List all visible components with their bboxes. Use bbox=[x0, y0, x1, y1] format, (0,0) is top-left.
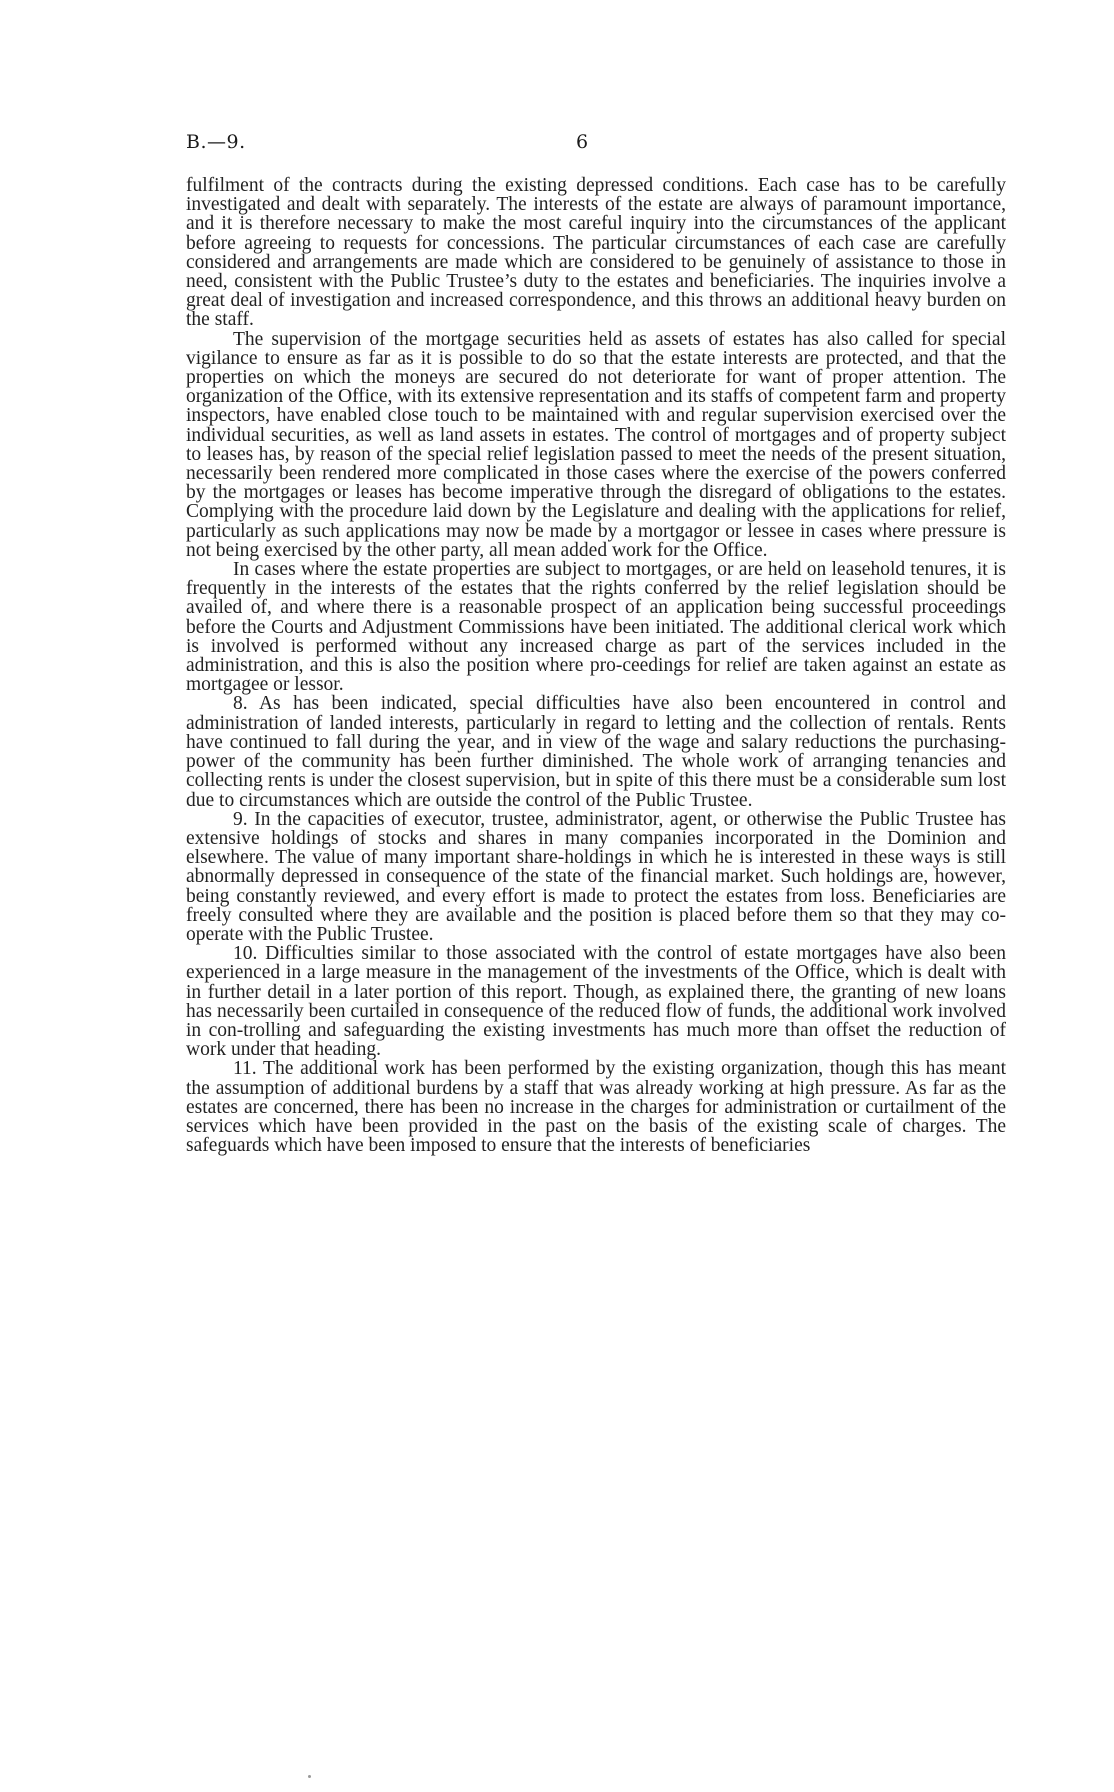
paragraph-section-11: 11. The additional work has been performed by the existing organization, though this has meant the assumption of additional burdens by a staff that was already working at high pressure. As far as the estates are concerned, there has been no increase in the charges for administration or curtailment of the services which have been provided in the past on the basis of the existing scale of charges. The safeguards which have been imposed to ensure that the interests of beneficiaries bbox=[186, 1058, 1006, 1157]
page-header bbox=[186, 131, 1006, 157]
paragraph-section-8: 8. As has been indicated, special difficulties have also been encountered in control and administration of landed interests, particularly in regard to letting and the collection of rentals. Rents have continued to fall during the year, and in view of the wage and salary reductions the purchasing-power of the community has been further diminished. The whole work of arranging tenancies and collecting rents is under the closest supervision, but in spite of this there must be a considerable sum lost due to circumstances which are outside the control of the Public Trustee. bbox=[186, 693, 1006, 811]
scan-mark bbox=[308, 1775, 311, 1778]
paragraph-mortgage-supervision: The supervision of the mortgage securities held as assets of estates has also called for special vigilance to ensure as far as it is possible to do so that the estate interests are protected, and that the properties on which the moneys are secured do not deteriorate for want of proper attention. The organization of the Office, with its extensive representation and its staffs of competent farm and property inspectors, have enabled close touch to be maintained with and regular supervision exercised over the individual securities, as well as land assets in estates. The control of mortgages and of property subject to leases has, by reason of the special relief legislation passed to meet the needs of the present situation, necessarily been rendered more complicated in those cases where the exercise of the powers conferred by the mortgages or leases has become imperative through the disregard of obligations to the estates. Complying with the procedure laid down by the Legislature and dealing with the applications for relief, particularly as such applications may now be made by a mortgagor or lessee in cases where pressure is not being exercised by the other party, all mean added work for the Office. bbox=[186, 328, 1006, 561]
page-number: 6 bbox=[576, 131, 589, 153]
body-text bbox=[186, 176, 1006, 1155]
paragraph-section-9: 9. In the capacities of executor, trustee, administrator, agent, or otherwise the Public Trustee has extensive holdings of stocks and shares in many companies incorporated in the Dominion and elsewhere. The value of many important share-holdings in which he is interested in these ways is still abnormally depressed in consequence of the state of the financial market. Such holdings are, however, being constantly reviewed, and every effort is made to protect the estates from loss. Beneficiaries are freely consulted where they are available and the position is placed before them so that they may co-operate with the Public Trustee. bbox=[186, 808, 1006, 945]
paragraph-section-10: 10. Difficulties similar to those associated with the control of estate mortgages have also been experienced in a large measure in the management of the investments of the Office, which is dealt with in further detail in a later portion of this report. Though, as explained there, the granting of new loans has necessarily been curtailed in consequence of the reduced flow of funds, the additional work involved in con-trolling and safeguarding the existing investments has much more than offset the reduction of work under that heading. bbox=[186, 943, 1006, 1061]
document-reference: B.—9. bbox=[186, 131, 246, 153]
paragraph-continuation: fulfilment of the contracts during the existing depressed conditions. Each case has to be carefully investigated and dealt with separately. The interests of the estate are always of paramount importance, and it is therefore necessary to make the most careful inquiry into the circumstances of the applicant before agreeing to requests for concessions. The particular circumstances of each case are carefully considered and arrangements are made which are considered to be genuinely of assistance to those in need, consistent with the Public Trustee’s duty to the estates and beneficiaries. The inquiries involve a great deal of investigation and increased correspondence, and this throws an additional heavy burden on the staff. bbox=[186, 175, 1006, 331]
paragraph-relief-legislation: In cases where the estate properties are subject to mortgages, or are held on leasehold tenures, it is frequently in the interests of the estates that the rights conferred by the relief legislation should be availed of, and where there is a reasonable prospect of an application being successful proceedings before the Courts and Adjustment Commissions have been initiated. The additional clerical work which is involved is performed without any increased charge as part of the services included in the administration, and this is also the position where pro-ceedings for relief are taken against an estate as mortgagee or lessor. bbox=[186, 559, 1006, 696]
